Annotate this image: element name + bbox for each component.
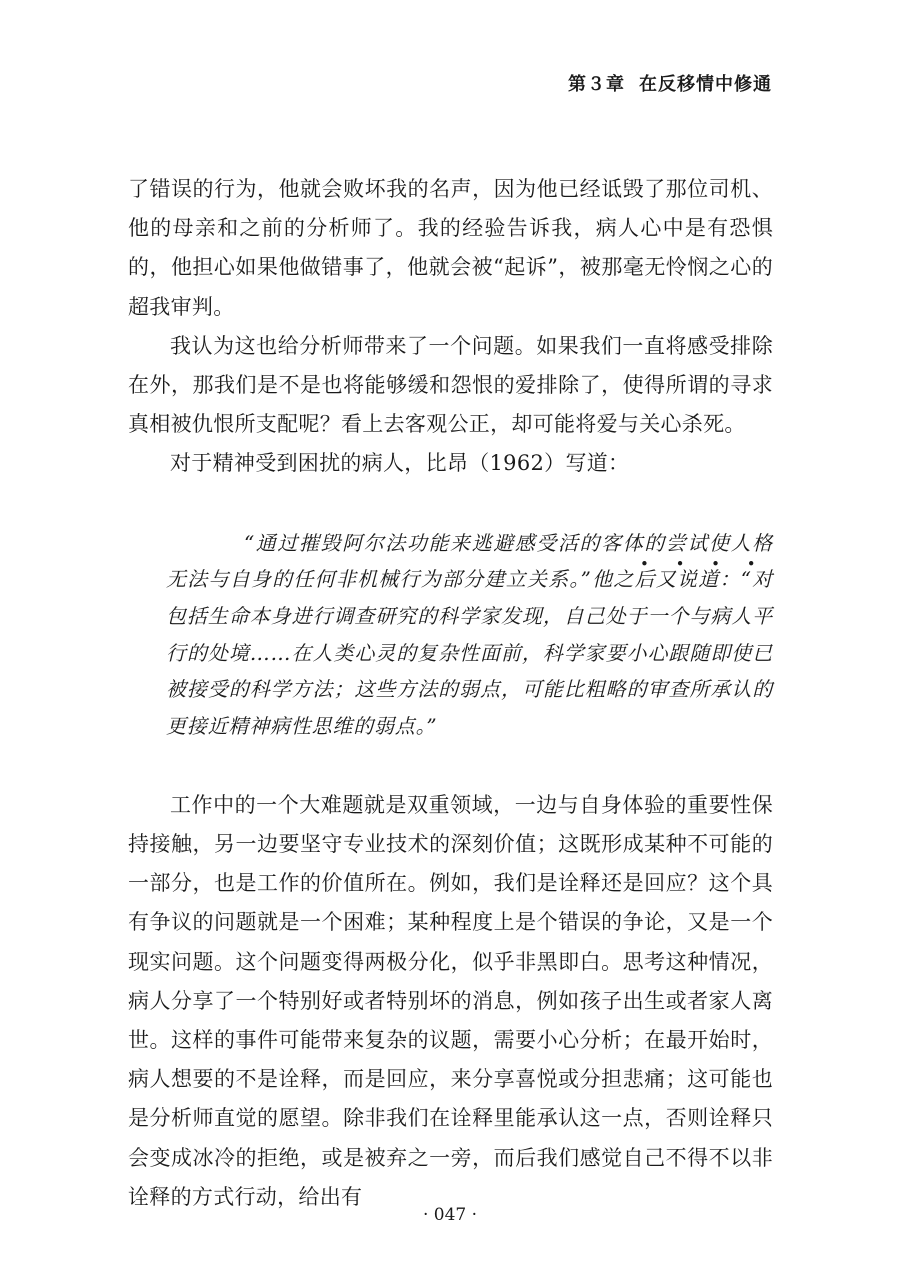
chapter-number: 第３章 (568, 74, 625, 95)
paragraph: 我认为这也给分析师带来了一个问题。如果我们一直将感受排除在外，那我们是不是也将能够缓和怨恨的爱排除了，使得所谓的寻求真相被仇恨所支配呢？看上去客观公正，却可能将爱与关心杀死。 (128, 333, 773, 437)
block-quote (128, 525, 773, 745)
running-header (568, 70, 772, 96)
quote-text-rest: 的尝试使人格无法与自身的任何非机械行为部分建立关系。”他之后又说道：“对包括生命本身进行调查研究的科学家发现，自己处于一个与病人平行的处境……在人类心灵的复杂性面前，科学家要小心跟随即使已被接受的科学方法；这些方法的弱点，可能比粗略的审查所承认的更接近精神病性思维的弱点。” (166, 530, 773, 739)
block-quote-text (128, 525, 773, 745)
paragraph-quote-intro: 对于精神受到困扰的病人，比昂（1962）写道： (170, 451, 630, 476)
page-number: · 047 · (422, 1205, 478, 1225)
paragraph-continued: 了错误的行为，他就会败坏我的名声，因为他已经诋毁了那位司机、他的母亲和之前的分析师了。我的经验告诉我，病人心中是有恐惧的，他担心如果他做错事了，他就会被“起诉”，被那毫无怜悯之心的超我审判。 (128, 177, 773, 319)
quote-emphasis: 活的客体 • • • • (558, 531, 644, 555)
chapter-title: 在反移情中修通 (639, 74, 772, 95)
page-body (128, 170, 773, 1217)
quote-text-start: “通过摧毁阿尔法功能来逃避感受 (244, 530, 558, 555)
paragraph: 工作中的一个大难题就是双重领域，一边与自身体验的重要性保持接触，另一边要坚守专业技术的深刻价值；这既形成某种不可能的一部分，也是工作的价值所在。例如，我们是诠释还是回应？这个具有争议的问题就是一个困难；某种程度上是个错误的争论，又是一个现实问题。这个问题变得两极分化，似乎非黑即白。思考这种情况，病人分享了一个特别好或者特别坏的消息，例如孩子出生或者家人离世。这样的事件可能带来复杂的议题，需要小心分析；在最开始时，病人想要的不是诠释，而是回应，来分享喜悦或分担悲痛；这可能也是分析师直觉的愿望。除非我们在诠释里能承认这一点，否则诠释只会变成冰冷的拒绝，或是被弃之一旁，而后我们感觉自己不得不以非诠释的方式行动，给出有 (128, 792, 773, 1209)
